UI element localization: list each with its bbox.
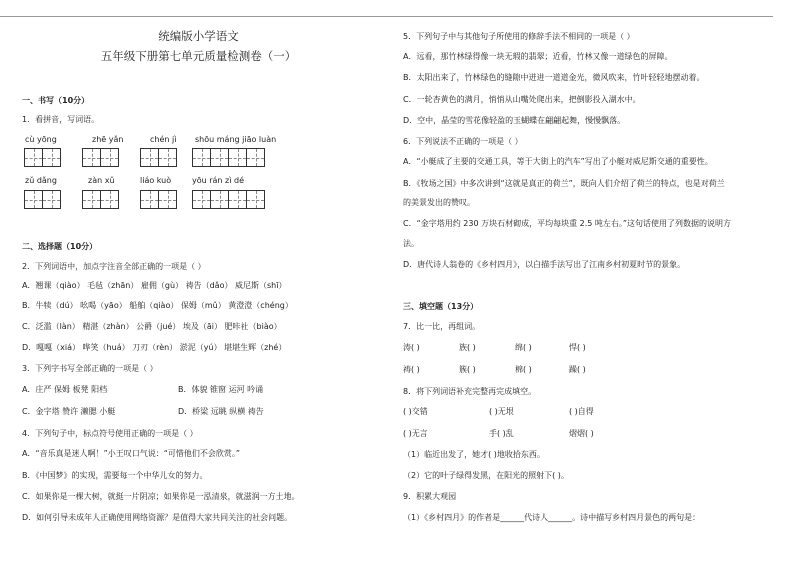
q8-sentence-2[interactable]: （2）它的叶子绿得发黑，在阳光的照射下( )。 bbox=[403, 471, 569, 480]
q3-option-a[interactable]: A．庄严 保姆 板凳 阳档 bbox=[22, 385, 108, 394]
pinyin-6: zàn xǔ bbox=[88, 176, 115, 185]
q3-option-b[interactable]: B．体貌 锥窗 运河 吟诵 bbox=[178, 385, 264, 394]
q3-stem: 3．下列字书写全部正确的一项是（ ） bbox=[22, 364, 158, 373]
title-line2: 五年级下册第七单元质量检测卷（一） bbox=[100, 49, 297, 63]
q8-blank-4[interactable]: ( )无言 bbox=[403, 429, 428, 438]
pinyin-7: liáo kuò bbox=[140, 176, 172, 185]
q5-stem: 5．下列句子中与其他句子所使用的修辞手法不相同的一项是（ ） bbox=[403, 32, 635, 41]
q4-option-a[interactable]: A．“音乐真是迷人啊！”小王叹口气说：“可惜他们不会欣赏。” bbox=[22, 449, 241, 458]
q2-stem: 2．下列词语中，加点字注音全部正确的一项是（ ） bbox=[22, 262, 206, 271]
q8-stem: 8．将下列词语补充完整再完成填空。 bbox=[403, 387, 537, 396]
q7-item-7[interactable]: 棉( ) bbox=[515, 365, 532, 374]
q7-item-4[interactable]: 悍( ) bbox=[569, 343, 586, 352]
q9-sub-1[interactable]: （1）《乡村四月》的作者是______代诗人______。诗中描写乡村四月景色的两句是： bbox=[403, 513, 701, 522]
q7-item-5[interactable]: 祷( ) bbox=[403, 365, 420, 374]
q6-option-b-cont: 的美景发出的赞叹。 bbox=[403, 198, 475, 207]
q6-option-a[interactable]: A．“小艇成了主要的交通工具，等于大街上的汽车”写出了小艇对威尼斯交通的重要性。 bbox=[403, 157, 713, 166]
q7-item-2[interactable]: 族( ) bbox=[459, 343, 476, 352]
q7-item-1[interactable]: 涛( ) bbox=[403, 343, 420, 352]
q8-sentence-1[interactable]: （1）临近出发了，她才( )地收拾东西。 bbox=[403, 450, 545, 459]
write-grid-5[interactable] bbox=[24, 190, 60, 209]
pinyin-8: yōu rán zì dé bbox=[192, 176, 245, 185]
pinyin-1: cù yōng bbox=[25, 135, 57, 144]
section3-heading: 三、填空题（13分） bbox=[403, 302, 479, 311]
write-grid-4[interactable] bbox=[192, 148, 264, 167]
write-grid-6[interactable] bbox=[82, 190, 118, 209]
q6-option-b[interactable]: B．《牧场之国》中多次讲到“这就是真正的荷兰”，既向人们介绍了荷兰的特点，也是对荷兰 bbox=[403, 179, 725, 188]
q4-option-d[interactable]: D．如何引导未成年人正确使用网络资源？是值得大家共同关注的社会问题。 bbox=[22, 513, 293, 522]
write-grid-8[interactable] bbox=[192, 190, 264, 209]
q9-stem: 9．积累大观园 bbox=[403, 492, 457, 501]
q7-item-8[interactable]: 躁( ) bbox=[569, 365, 586, 374]
q4-option-b[interactable]: B．《中国梦》的实现，需要每一个中华儿女的努力。 bbox=[22, 471, 208, 480]
q8-blank-1[interactable]: ( )交错 bbox=[403, 407, 428, 416]
title-line1: 统编版小学语文 bbox=[158, 29, 239, 43]
q7-item-3[interactable]: 绵( ) bbox=[515, 343, 532, 352]
section2-heading: 二、选择题（10分） bbox=[22, 242, 98, 251]
q4-stem: 4．下列句子中，标点符号使用正确的一项是（ ） bbox=[22, 429, 198, 438]
write-grid-3[interactable] bbox=[140, 148, 176, 167]
q6-option-d[interactable]: D．唐代诗人翁卷的《乡村四月》，以白描手法写出了江南乡村初夏时节的景象。 bbox=[403, 260, 686, 269]
q7-stem: 7．比一比，再组词。 bbox=[403, 322, 481, 331]
q5-option-b[interactable]: B．太阳出来了，竹林绿色的缝隙中迸进一道道金光，微风吹来，竹叶轻轻地摆动着。 bbox=[403, 73, 705, 82]
q6-option-c[interactable]: C．“金字塔用约 230 万块石材砌成，平均每块重 2.5 吨左右。”这句话使用了列数据的说明方 bbox=[403, 219, 732, 228]
pinyin-4: shōu máng jiāo luàn bbox=[195, 135, 277, 144]
q6-option-c-cont: 法。 bbox=[403, 239, 419, 248]
q2-option-a[interactable]: A．翘课（qiào） 毛毡（zhān） 雇佣（gù） 祷告（dǎo） 威尼斯（shī） bbox=[22, 281, 287, 290]
q8-blank-3[interactable]: ( )自得 bbox=[569, 407, 594, 416]
write-grid-2[interactable] bbox=[82, 148, 118, 167]
top-rule-right bbox=[397, 16, 773, 17]
q1-instruction: 1．看拼音，写词语。 bbox=[22, 115, 100, 124]
q3-option-d[interactable]: D．桥梁 远眺 纵横 祷告 bbox=[178, 407, 264, 416]
q8-blank-5[interactable]: 手( )乱 bbox=[489, 429, 514, 438]
section1-heading: 一、书写（10分） bbox=[22, 96, 90, 105]
write-grid-1[interactable] bbox=[24, 148, 60, 167]
pinyin-2: zhē yǎn bbox=[92, 135, 124, 144]
q5-option-d[interactable]: D．空中，晶莹的雪花像轻盈的玉蝴蝶在翩翩起舞，慢慢飘落。 bbox=[403, 116, 626, 125]
q5-option-a[interactable]: A．远看，那竹林绿得像一块无瑕的翡翠；近看，竹林又像一道绿色的屏障。 bbox=[403, 52, 673, 61]
q6-stem: 6．下列说法不正确的一项是（ ） bbox=[403, 137, 523, 146]
pinyin-5: zǔ dǎng bbox=[25, 176, 57, 185]
q3-option-c[interactable]: C．金字塔 赞许 濑腮 小艇 bbox=[22, 407, 116, 416]
pinyin-3: chén jì bbox=[150, 135, 177, 144]
q7-item-6[interactable]: 簇( ) bbox=[459, 365, 476, 374]
top-rule bbox=[0, 16, 397, 17]
q8-blank-2[interactable]: ( )无垠 bbox=[489, 407, 514, 416]
q5-option-c[interactable]: C．一轮杏黄色的满月，悄悄从山嘴处爬出来，把倒影投入湖水中。 bbox=[403, 95, 641, 104]
write-grid-7[interactable] bbox=[140, 190, 176, 209]
q8-blank-6[interactable]: 熠熠( ) bbox=[569, 429, 594, 438]
q2-option-d[interactable]: D．嘎嘎（xiá） 哗笑（huá） 刀刃（rèn） 淤泥（yú） 堪堪生辉（zhé） bbox=[22, 343, 287, 352]
q2-option-c[interactable]: C．泛滥（làn） 精湛（zhàn） 公爵（jué） 埃及（āi） 肥咔社（biào） bbox=[22, 322, 282, 331]
q4-option-c[interactable]: C．如果你是一棵大树，就挺一片阴凉；如果你是一泓清泉，就滋润一方土地。 bbox=[22, 492, 300, 501]
q2-option-b[interactable]: B．牛犊（dú） 吆喝（yāo） 船舶（qiào） 保姆（mǔ） 黄澄澄（chéng） bbox=[22, 301, 293, 310]
